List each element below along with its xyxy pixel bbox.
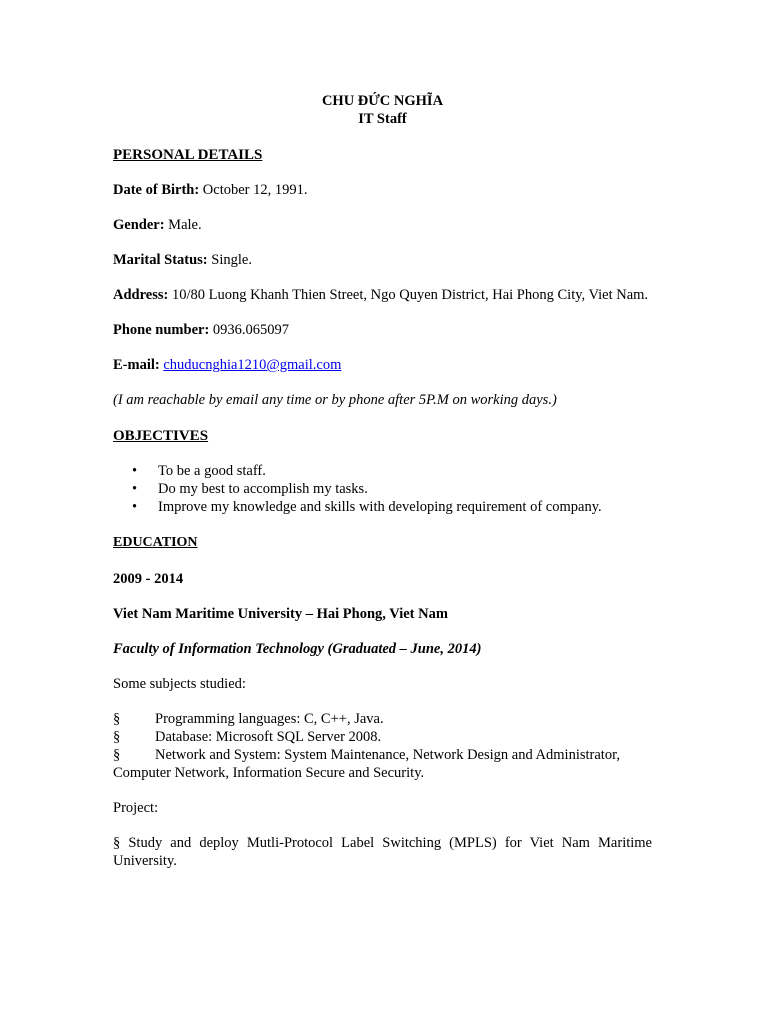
faculty-name: Faculty of Information Technology (Graduated – June, 2014) (113, 641, 482, 657)
section-mark-icon: § (113, 729, 121, 745)
list-item (113, 728, 652, 746)
bullet-icon: • (132, 463, 138, 479)
list-item (113, 462, 652, 480)
email-row (113, 356, 652, 374)
subject-continuation: Computer Network, Information Secure and Security. (113, 765, 425, 781)
education-heading: EDUCATION (113, 535, 198, 550)
email-label: E-mail: (113, 357, 160, 373)
gender-value: Male. (168, 217, 202, 233)
candidate-name: CHU ĐỨC NGHĨA (321, 93, 444, 109)
subjects-list (113, 710, 652, 782)
availability-note: (I am reachable by email any time or by phone after 5P.M on working days.) (113, 392, 557, 408)
objectives-list (113, 462, 652, 516)
subject-text: Programming languages: C, C++, Java. (155, 711, 384, 727)
address-row (113, 286, 652, 304)
marital-status-label: Marital Status: (113, 252, 208, 268)
subject-text: Database: Microsoft SQL Server 2008. (155, 729, 382, 745)
list-item (113, 746, 652, 764)
bullet-icon: • (132, 481, 138, 497)
objective-text: To be a good staff. (158, 463, 266, 479)
phone-label: Phone number: (113, 322, 210, 338)
dob-label: Date of Birth: (113, 182, 200, 198)
education-years: 2009 - 2014 (113, 571, 184, 587)
section-mark-icon: § (113, 711, 121, 727)
gender-label: Gender: (113, 217, 165, 233)
subject-text: Network and System: System Maintenance, Network Design and Administrator, (155, 747, 620, 763)
list-item (113, 498, 652, 516)
phone-row (113, 321, 652, 339)
project-label: Project: (113, 800, 159, 816)
list-item (113, 710, 652, 728)
university-name: Viet Nam Maritime University – Hai Phong, Viet Nam (113, 606, 448, 622)
list-item (113, 480, 652, 498)
objective-text: Do my best to accomplish my tasks. (158, 481, 368, 497)
section-mark-icon: § (113, 747, 121, 763)
address-label: Address: (113, 287, 169, 303)
address-value: 10/80 Luong Khanh Thien Street, Ngo Quyen District, Hai Phong City, Viet Nam. (171, 287, 649, 303)
subjects-intro: Some subjects studied: (113, 676, 246, 692)
marital-status-row (113, 251, 652, 269)
project-item: § Study and deploy Mutli-Protocol Label Switching (MPLS) for Viet Nam Maritime University. (113, 835, 652, 869)
marital-status-value: Single. (211, 252, 252, 268)
objectives-heading: OBJECTIVES (113, 428, 209, 444)
email-link[interactable]: chuducnghia1210@gmail.com (163, 357, 342, 373)
gender-row (113, 216, 652, 234)
phone-value: 0936.065097 (212, 322, 290, 338)
dob-value: October 12, 1991. (202, 182, 308, 198)
bullet-icon: • (132, 499, 138, 515)
dob-row (113, 181, 652, 199)
resume-header (113, 0, 652, 128)
personal-details-heading: PERSONAL DETAILS (113, 147, 263, 163)
candidate-role: IT Staff (358, 111, 407, 127)
objective-text: Improve my knowledge and skills with developing requirement of company. (158, 499, 602, 515)
